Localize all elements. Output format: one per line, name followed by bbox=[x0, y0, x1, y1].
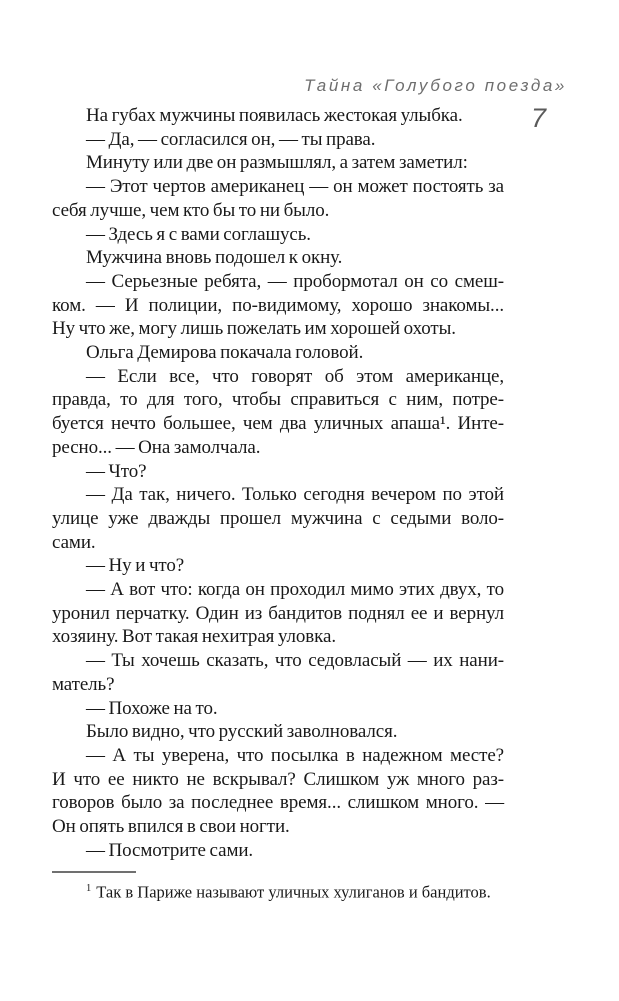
footnote-marker: 1 bbox=[86, 883, 92, 894]
paragraph bbox=[52, 839, 504, 863]
paragraph bbox=[52, 365, 504, 460]
paragraph bbox=[52, 175, 504, 222]
text-line: — А вот что: когда он проходил мимо этих двух, то bbox=[86, 579, 504, 601]
body-text bbox=[52, 104, 504, 863]
paragraph bbox=[52, 128, 504, 152]
text-line: — Ты хочешь сказать, что седовласый — их нани- bbox=[86, 650, 504, 672]
paragraph bbox=[52, 341, 504, 365]
paragraph bbox=[52, 578, 504, 649]
page-number: 7 bbox=[531, 103, 547, 133]
paragraph bbox=[52, 720, 504, 744]
text-line: Минуту или две он размышлял, а затем заметил: bbox=[86, 152, 468, 174]
text-line: — Посмотрите сами. bbox=[86, 839, 254, 861]
text-line: — Да, — согласился он, — ты права. bbox=[86, 128, 376, 150]
text-line: Он опять впился в свои ногти. bbox=[52, 816, 290, 838]
paragraph bbox=[52, 483, 504, 554]
text-line: И что ее никто не вскрывал? Слишком уж много раз- bbox=[52, 768, 504, 790]
footnote bbox=[52, 878, 504, 903]
text-line: хозяину. Вот такая нехитрая уловка. bbox=[52, 626, 336, 648]
text-line: ресно... — Она замолчала. bbox=[52, 436, 261, 458]
paragraph bbox=[52, 151, 504, 175]
paragraph bbox=[52, 104, 504, 128]
text-line: — Ну и что? bbox=[86, 555, 185, 577]
paragraph bbox=[52, 744, 504, 839]
paragraph bbox=[52, 246, 504, 270]
text-line: буется нечто большее, чем два уличных апаша¹. Инте- bbox=[52, 413, 504, 435]
footnote-divider bbox=[52, 871, 136, 873]
text-line: — Здесь я с вами соглашусь. bbox=[86, 223, 311, 245]
paragraph bbox=[52, 554, 504, 578]
text-line: правда, то для того, чтобы справиться с ним, потре- bbox=[52, 389, 504, 411]
paragraph bbox=[52, 697, 504, 721]
text-line: — Если все, что говорят об этом американце, bbox=[86, 365, 504, 387]
text-line: ком. — И полиции, по-видимому, хорошо знакомы... bbox=[52, 294, 504, 316]
text-line: — А ты уверена, что посылка в надежном месте? bbox=[86, 744, 504, 766]
text-line: матель? bbox=[52, 673, 115, 695]
text-line: На губах мужчины появилась жестокая улыбка. bbox=[86, 105, 463, 126]
paragraph bbox=[52, 460, 504, 484]
text-line: Ольга Демирова покачала головой. bbox=[86, 342, 364, 364]
text-line: улице уже дважды прошел мужчина с седыми воло- bbox=[52, 507, 504, 529]
paragraph bbox=[52, 223, 504, 247]
text-line: — Серьезные ребята, — пробормотал он со смеш- bbox=[86, 270, 504, 292]
text-line: Ну что же, могу лишь пожелать им хорошей охоты. bbox=[52, 318, 456, 340]
text-line: — Этот чертов американец — он может постоять за bbox=[86, 176, 504, 198]
text-line: говоров было за последнее время... слишком много. — bbox=[52, 792, 504, 814]
text-line: Было видно, что русский заволновался. bbox=[86, 721, 398, 743]
text-line: — Да так, ничего. Только сегодня вечером по этой bbox=[86, 484, 504, 506]
text-line: уронил перчатку. Один из бандитов поднял ее и вернул bbox=[52, 602, 504, 624]
text-line: Мужчина вновь подошел к окну. bbox=[86, 247, 343, 269]
text-line: себя лучше, чем кто бы то ни было. bbox=[52, 199, 330, 221]
text-line: — Похоже на то. bbox=[86, 697, 218, 719]
paragraph bbox=[52, 270, 504, 341]
paragraph bbox=[52, 649, 504, 696]
text-line: сами. bbox=[52, 531, 96, 553]
running-title: Тайна «Голубого поезда» bbox=[304, 76, 567, 95]
footnote-text: Так в Париже называют уличных хулиганов и бандитов. bbox=[96, 882, 491, 902]
text-line: — Что? bbox=[86, 460, 147, 482]
